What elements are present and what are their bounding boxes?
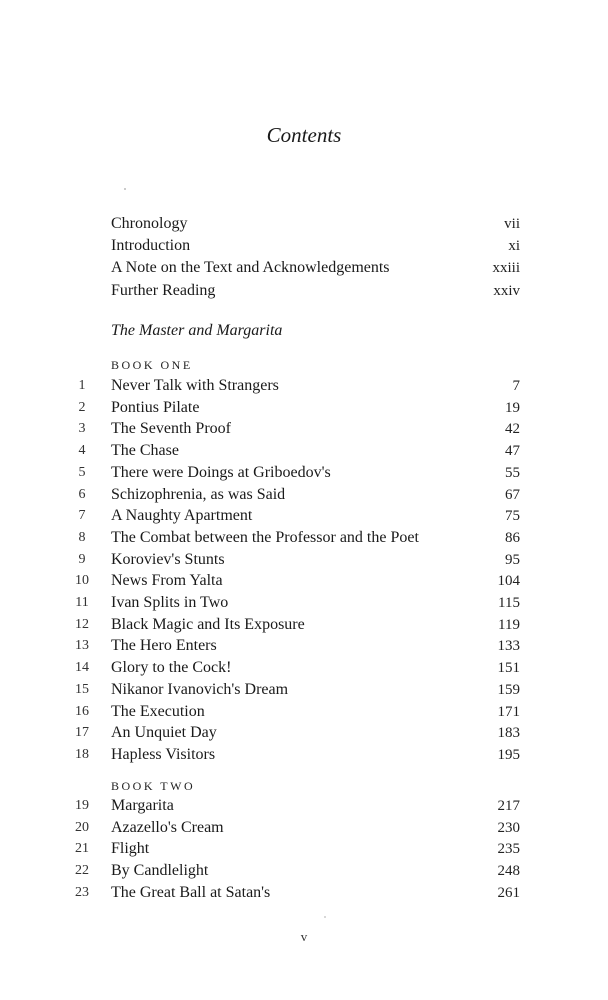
- chapter-title: Never Talk with Strangers: [111, 377, 279, 394]
- page-number: 42: [505, 421, 520, 438]
- chapter-entry: [0, 397, 608, 419]
- chapter-number: 6: [78, 486, 86, 502]
- page-number: 95: [505, 551, 520, 568]
- chapter-entry: [0, 882, 608, 904]
- page-number: 159: [497, 681, 520, 698]
- chapter-title: The Great Ball at Satan's: [111, 883, 271, 901]
- entry-title: Chronology: [111, 215, 188, 232]
- chapter-title: Pontius Pilate: [111, 398, 200, 416]
- chapter-title: The Execution: [111, 702, 205, 720]
- entry-title: Introduction: [111, 237, 191, 255]
- chapter-entry: [0, 484, 608, 506]
- chapter-entry: [0, 817, 608, 839]
- chapter-title: The Seventh Proof: [111, 420, 231, 438]
- chapter-number: 8: [78, 529, 86, 545]
- chapter-number: 19: [75, 798, 89, 813]
- chapter-number: 2: [78, 399, 86, 415]
- page-number: 75: [505, 508, 520, 525]
- page-number: 67: [505, 486, 520, 503]
- entry-title: A Note on the Text and Acknowledgements: [111, 259, 390, 277]
- chapter-number: 10: [75, 573, 89, 589]
- chapter-title: Azazello's Cream: [111, 818, 224, 836]
- chapter-number: 13: [75, 638, 89, 654]
- chapter-entry: [0, 635, 608, 657]
- chapter-entry: [0, 375, 608, 397]
- chapter-title: The Hero Enters: [111, 637, 217, 655]
- chapter-number: 3: [78, 421, 86, 437]
- chapter-number: 12: [75, 616, 89, 632]
- page-number: 133: [497, 638, 520, 655]
- chapter-title: Schizophrenia, as was Said: [111, 485, 286, 503]
- chapter-entry: [0, 838, 608, 860]
- page-number: 195: [497, 746, 520, 763]
- chapter-title: There were Doings at Griboedov's: [111, 463, 331, 481]
- chapter-entry: [0, 795, 608, 817]
- page-number: 261: [497, 884, 520, 901]
- chapter-number: 15: [75, 681, 89, 697]
- paper-speck: [124, 188, 126, 190]
- chapter-entry: [0, 549, 608, 571]
- chapter-number: 18: [75, 746, 89, 762]
- page-number: 248: [497, 863, 520, 880]
- front-matter-entry: [0, 235, 608, 257]
- page-number: 115: [498, 595, 520, 611]
- page-number: 171: [497, 703, 520, 720]
- chapter-entry: [0, 701, 608, 723]
- book-two-heading: BOOK TWO: [111, 779, 196, 793]
- chapter-entry: [0, 505, 608, 527]
- chapter-entry: [0, 592, 608, 614]
- page-number: 217: [497, 798, 520, 814]
- chapter-number: 1: [78, 378, 86, 393]
- entry-title: Further Reading: [111, 281, 216, 299]
- page-number: 7: [512, 378, 520, 394]
- chapter-number: 20: [75, 819, 89, 835]
- chapter-entry: [0, 527, 608, 549]
- chapter-entry: [0, 657, 608, 679]
- chapter-title: Hapless Visitors: [111, 745, 216, 763]
- chapter-entry: [0, 679, 608, 701]
- chapter-number: 7: [78, 508, 86, 524]
- page-number: 19: [505, 399, 520, 416]
- page-number: 230: [497, 819, 520, 836]
- page-number: xi: [508, 238, 520, 255]
- page-number: 47: [505, 443, 520, 460]
- chapter-number: 11: [75, 595, 89, 610]
- chapter-title: By Candlelight: [111, 862, 209, 880]
- front-matter-entry: [0, 280, 608, 302]
- chapter-title: Ivan Splits in Two: [111, 594, 229, 611]
- chapter-title: Black Magic and Its Exposure: [111, 615, 305, 633]
- work-title: The Master and Margarita: [111, 322, 283, 339]
- chapter-title: News From Yalta: [111, 572, 223, 590]
- page-number: 119: [498, 616, 520, 633]
- chapter-title: Nikanor Ivanovich's Dream: [111, 680, 289, 698]
- chapter-entry: [0, 722, 608, 744]
- chapter-entry: [0, 418, 608, 440]
- chapter-title: A Naughty Apartment: [111, 507, 253, 525]
- chapter-number: 9: [78, 551, 86, 567]
- chapter-number: 5: [78, 464, 86, 480]
- chapter-title: Margarita: [111, 797, 174, 814]
- chapter-number: 14: [75, 660, 89, 676]
- chapter-number: 22: [75, 863, 89, 879]
- chapter-number: 23: [75, 884, 89, 900]
- chapter-entry: [0, 860, 608, 882]
- chapter-number: 4: [78, 443, 86, 459]
- page-number: 183: [497, 725, 520, 742]
- chapter-title: An Unquiet Day: [111, 724, 217, 742]
- chapter-entry: [0, 462, 608, 484]
- chapter-number: 21: [75, 841, 89, 857]
- page-number: vii: [504, 216, 520, 232]
- chapter-title: Glory to the Cock!: [111, 659, 232, 677]
- chapter-entry: [0, 744, 608, 766]
- chapter-entry: [0, 440, 608, 462]
- page-number: 86: [505, 529, 520, 546]
- page-folio: v: [300, 929, 308, 944]
- chapter-title: Koroviev's Stunts: [111, 550, 225, 568]
- chapter-number: 17: [75, 725, 89, 741]
- page-title: Contents: [266, 123, 342, 147]
- page-number: 104: [497, 573, 520, 590]
- page-number: 235: [497, 841, 520, 858]
- page-number: xxiv: [493, 282, 520, 299]
- front-matter-entry: [0, 213, 608, 235]
- book-one-heading: BOOK ONE: [111, 358, 193, 372]
- paper-speck: [324, 916, 326, 918]
- page-number: 55: [505, 464, 520, 481]
- chapter-title: Flight: [111, 840, 150, 858]
- front-matter-entry: [0, 257, 608, 279]
- chapter-title: The Combat between the Professor and the Poet: [111, 528, 419, 546]
- chapter-title: The Chase: [111, 442, 179, 460]
- page-number: 151: [497, 660, 520, 677]
- page-number: xxiii: [492, 260, 520, 277]
- chapter-number: 16: [75, 703, 89, 719]
- chapter-entry: [0, 570, 608, 592]
- chapter-entry: [0, 614, 608, 636]
